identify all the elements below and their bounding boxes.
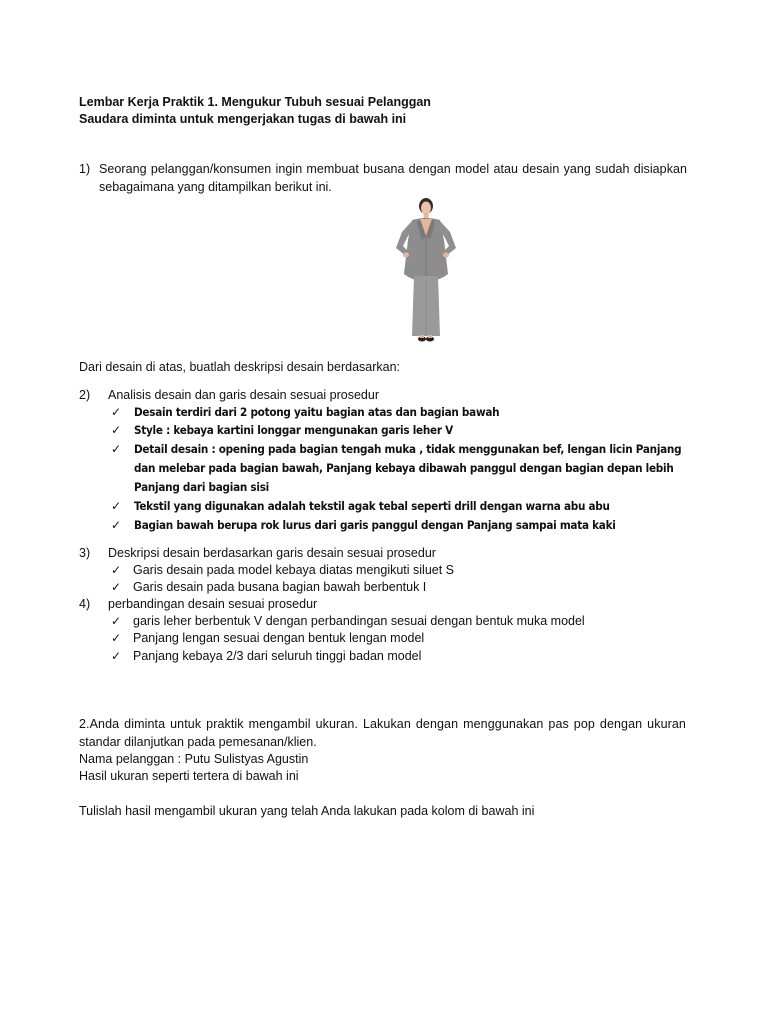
check-icon: ✓ <box>111 423 122 437</box>
q1-text-line2: sebagaimana yang ditampilkan berikut ini. <box>99 180 332 194</box>
q4-heading: perbandingan desain sesuai prosedur <box>108 597 318 611</box>
worksheet-title: Lembar Kerja Praktik 1. Mengukur Tubuh sesuai Pelanggan <box>79 95 431 109</box>
task2-line2: standar dilanjutkan pada pemesanan/klien. <box>79 735 317 749</box>
task2-line1: 2.Anda diminta untuk praktik mengambil ukuran. Lakukan dengan menggunakan pas pop dengan ukuran <box>79 717 686 731</box>
q4-item: garis leher berbentuk V dengan perbandingan sesuai dengan bentuk muka model <box>133 614 585 628</box>
q1-text-line1: Seorang pelanggan/konsumen ingin membuat busana dengan model atau desain yang sudah disiapkan <box>99 162 687 176</box>
q4-item: Panjang kebaya 2/3 dari seluruh tinggi badan model <box>133 649 422 663</box>
task2-line5: Tulislah hasil mengambil ukuran yang telah Anda lakukan pada kolom di bawah ini <box>79 804 535 818</box>
q2-number: 2) <box>79 388 91 402</box>
q2-item: Tekstil yang digunakan adalah tekstil agak tebal seperti drill dengan warna abu abu <box>134 499 610 513</box>
task2-line4: Hasil ukuran seperti tertera di bawah ini <box>79 769 299 783</box>
check-icon: ✓ <box>111 499 122 513</box>
q1-number: 1) <box>79 162 91 176</box>
description-intro: Dari desain di atas, buatlah deskripsi desain berdasarkan: <box>79 360 401 374</box>
q2-item: Bagian bawah berupa rok lurus dari garis panggul dengan Panjang sampai mata kaki <box>134 518 616 532</box>
check-icon: ✓ <box>111 442 122 456</box>
q3-heading: Deskripsi desain berdasarkan garis desain sesuai prosedur <box>108 546 436 560</box>
check-icon: ✓ <box>111 649 122 663</box>
check-icon: ✓ <box>111 580 122 594</box>
q2-item: Desain terdiri dari 2 potong yaitu bagian atas dan bagian bawah <box>134 405 500 419</box>
check-icon: ✓ <box>111 563 122 577</box>
q2-item-continued: Panjang dari bagian sisi <box>134 480 269 494</box>
check-icon: ✓ <box>111 631 122 645</box>
q3-item: Garis desain pada model kebaya diatas mengikuti siluet S <box>133 563 455 577</box>
worksheet-instruction: Saudara diminta untuk mengerjakan tugas di bawah ini <box>79 112 407 126</box>
q3-item: Garis desain pada busana bagian bawah berbentuk I <box>133 580 427 594</box>
check-icon: ✓ <box>111 405 122 419</box>
q2-heading: Analisis desain dan garis desain sesuai prosedur <box>108 388 379 402</box>
q4-item: Panjang lengan sesuai dengan bentuk lengan model <box>133 631 425 645</box>
check-icon: ✓ <box>111 614 122 628</box>
check-icon: ✓ <box>111 518 122 532</box>
q2-item-continued: dan melebar pada bagian bawah, Panjang kebaya dibawah panggul dengan bagian depan lebih <box>134 461 674 475</box>
q3-number: 3) <box>79 546 91 560</box>
q2-item: Detail desain : opening pada bagian tengah muka , tidak menggunakan bef, lengan licin Panjang <box>134 442 682 456</box>
q2-item: Style : kebaya kartini longgar mengunakan garis leher V <box>134 423 453 437</box>
q4-number: 4) <box>79 597 91 611</box>
kebaya-model-figure <box>378 196 474 348</box>
customer-name: Nama pelanggan : Putu Sulistyas Agustin <box>79 752 309 766</box>
